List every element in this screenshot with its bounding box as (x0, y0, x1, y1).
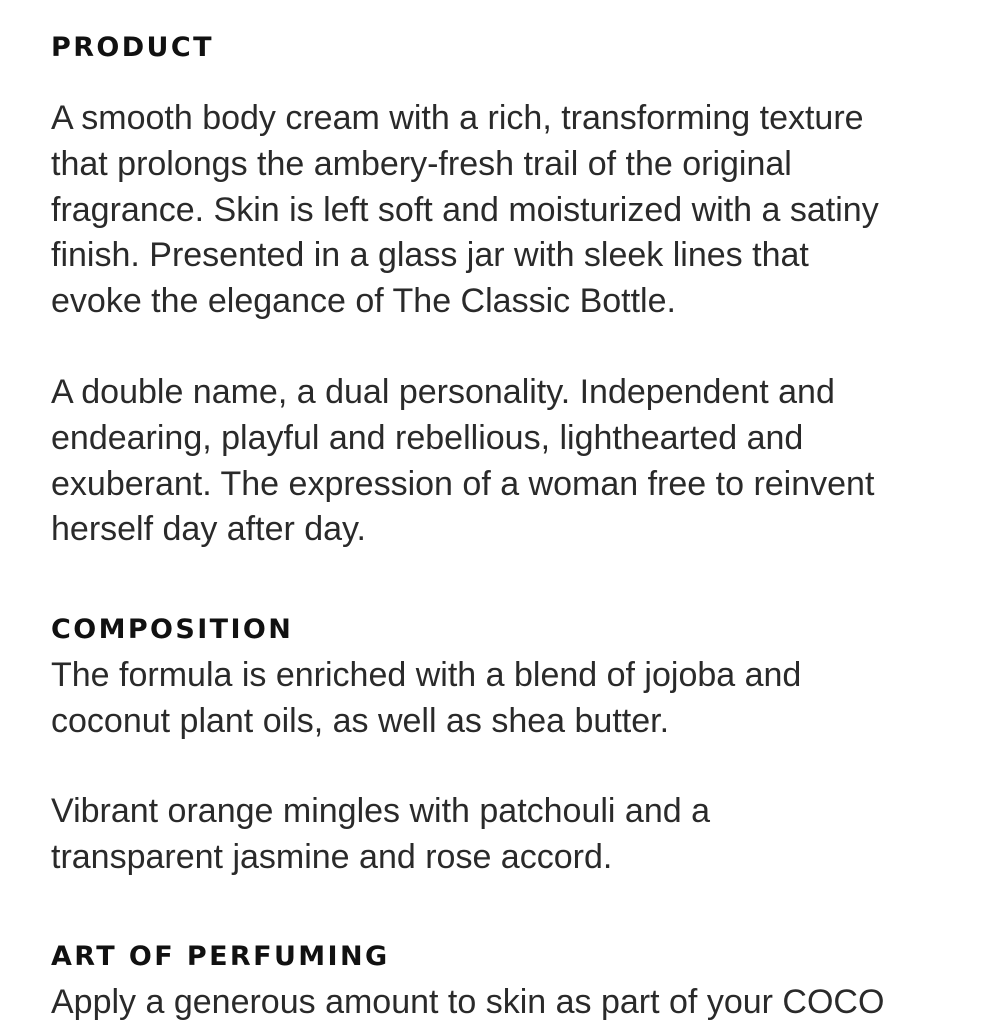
text-line: transparent jasmine and rose accord. (51, 837, 613, 876)
text-line: finish. Presented in a glass jar with sleek lines that (51, 236, 809, 275)
text-line: A smooth body cream with a rich, transforming texture (51, 99, 864, 137)
composition-paragraph-formula (51, 653, 950, 745)
composition-paragraph-notes (51, 789, 950, 881)
section-heading-art-of-perfuming: ART OF PERFUMING (51, 941, 390, 973)
art-of-perfuming-paragraph (51, 980, 950, 1026)
text-line: that prolongs the ambery-fresh trail of the original (51, 144, 792, 183)
text-line: A double name, a dual personality. Independent and (51, 372, 835, 411)
section-heading-composition: COMPOSITION (51, 614, 294, 646)
text-line: endearing, playful and rebellious, lighthearted and (51, 418, 804, 457)
text-line: exuberant. The expression of a woman free to reinvent (51, 464, 875, 503)
text-line: evoke the elegance of The Classic Bottle. (51, 282, 676, 321)
text-line: Apply a generous amount to skin as part of your COCO (51, 983, 885, 1022)
text-line: herself day after day. (51, 510, 366, 549)
product-paragraph-texture (51, 96, 950, 325)
text-line: coconut plant oils, as well as shea butter. (51, 701, 670, 740)
section-heading-product: PRODUCT (51, 32, 214, 63)
text-line: Vibrant orange mingles with patchouli and a (51, 791, 711, 830)
product-paragraph-personality (51, 370, 950, 553)
text-line: The formula is enriched with a blend of jojoba and (51, 656, 802, 695)
text-line: fragrance. Skin is left soft and moisturized with a satiny (51, 190, 879, 229)
